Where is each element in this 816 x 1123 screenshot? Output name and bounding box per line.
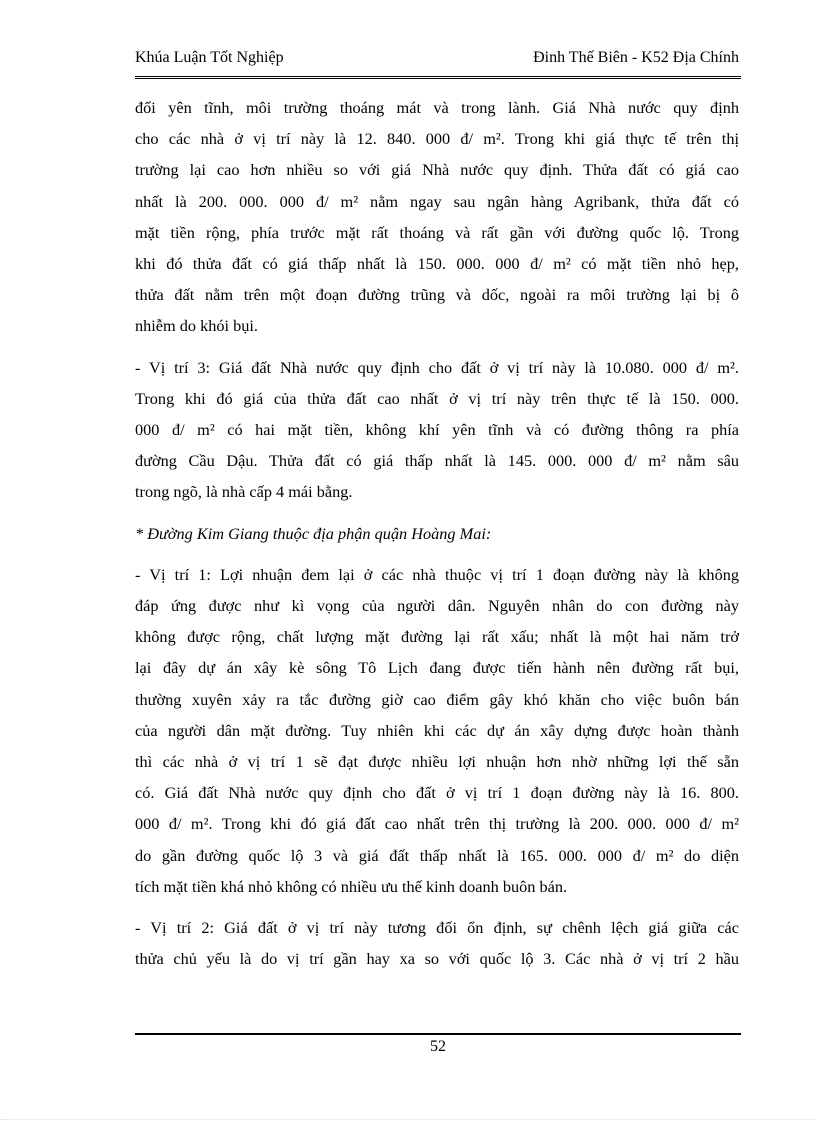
text-line: Trong khi đó giá của thửa đất cao nhất ở vị trí này trên thực tế là 150. 000. bbox=[135, 388, 739, 408]
paragraph bbox=[135, 352, 739, 508]
text-line: - Vị trí 3: Giá đất Nhà nước quy định cho đất ở vị trí này là 10.080. 000 đ/ m². bbox=[135, 357, 739, 377]
text-line: - Vị trí 1: Lợi nhuận đem lại ở các nhà thuộc vị trí 1 đoạn đường này là không bbox=[135, 564, 739, 584]
text-line: nhất là 200. 000. 000 đ/ m² nằm ngay sau ngân hàng Agribank, thửa đất có bbox=[135, 191, 739, 211]
header-author: Đinh Thế Biên - K52 Địa Chính bbox=[533, 49, 739, 66]
text-line: trường lại cao hơn nhiều so với giá Nhà nước quy định. Thửa đất có giá cao bbox=[135, 160, 739, 180]
text-line: * Đường Kim Giang thuộc địa phận quận Hoàng Mai: bbox=[135, 523, 492, 543]
text-line: trong ngõ, là nhà cấp 4 mái bằng. bbox=[135, 482, 353, 502]
footer-rule bbox=[135, 1033, 741, 1035]
page-number: 52 bbox=[430, 1038, 446, 1055]
text-line: nhiễm do khói bụi. bbox=[135, 316, 259, 336]
text-line: mặt tiền rộng, phía trước mặt rất thoáng và rất gần với đường quốc lộ. Trong bbox=[135, 222, 739, 242]
text-line: thì các nhà ở vị trí 1 sẽ đạt được nhiều lợi nhuận hơn nhờ những lợi thế sẵn bbox=[135, 752, 739, 772]
text-line: cho các nhà ở vị trí này là 12. 840. 000 đ/ m². Trong khi giá thực tế trên thị bbox=[135, 129, 739, 149]
page-edge-divider bbox=[0, 1119, 816, 1120]
running-header bbox=[135, 49, 741, 71]
paragraph bbox=[135, 912, 739, 974]
text-line: đường Cầu Dậu. Thửa đất có giá thấp nhất là 145. 000. 000 đ/ m² nằm sâu bbox=[135, 451, 739, 471]
text-line: tích mặt tiền khá nhỏ không có nhiều ưu thế kinh doanh buôn bán. bbox=[135, 876, 568, 896]
header-thesis-title: Khúa Luận Tốt Nghiệp bbox=[135, 49, 284, 66]
text-line: không được rộng, chất lượng mặt đường lại rất xấu; nhất là một hai năm trở bbox=[135, 627, 739, 647]
text-line: đối yên tĩnh, môi trường thoáng mát và trong lành. Giá Nhà nước quy định bbox=[135, 98, 739, 117]
text-line: - Vị trí 2: Giá đất ở vị trí này tương đối ổn định, sự chênh lệch giá giữa các bbox=[135, 918, 739, 938]
text-line: thửa đất nằm trên một đoạn đường trũng và dốc, ngoài ra môi trường lại bị ô bbox=[135, 285, 739, 305]
paragraph bbox=[135, 559, 739, 902]
header-rule bbox=[135, 76, 741, 79]
text-line: do gần đường quốc lộ 3 và giá đất thấp nhất là 165. 000. 000 đ/ m² do diện bbox=[135, 845, 739, 865]
text-line: của người dân mặt đường. Tuy nhiên khi các dự án xây dựng được hoàn thành bbox=[135, 720, 739, 740]
section-heading bbox=[135, 518, 739, 549]
text-line: 000 đ/ m² có hai mặt tiền, không khí yên tĩnh và có đường thông ra phía bbox=[135, 420, 739, 440]
text-line: thửa chủ yếu là do vị trí gần hay xa so với quốc lộ 3. Các nhà ở vị trí 2 hầu bbox=[135, 949, 739, 969]
text-line: khi đó thửa đất có giá thấp nhất là 150. 000. 000 đ/ m² có mặt tiền nhỏ hẹp, bbox=[135, 254, 739, 274]
text-line: thường xuyên xảy ra tắc đường giờ cao điểm gây khó khăn cho việc buôn bán bbox=[135, 689, 739, 709]
body-text bbox=[135, 92, 739, 984]
text-line: đáp ứng được như kì vọng của người dân. Nguyên nhân do con đường này bbox=[135, 596, 739, 616]
paragraph bbox=[135, 92, 739, 342]
text-line: lại đây dự án xây kè sông Tô Lịch đang được tiến hành nên đường rất bụi, bbox=[135, 658, 739, 678]
text-line: có. Giá đất Nhà nước quy định cho đất ở vị trí 1 đoạn đường này là 16. 800. bbox=[135, 783, 739, 803]
text-line: 000 đ/ m². Trong khi đó giá đất cao nhất trên thị trường là 200. 000. 000 đ/ m² bbox=[135, 814, 739, 834]
